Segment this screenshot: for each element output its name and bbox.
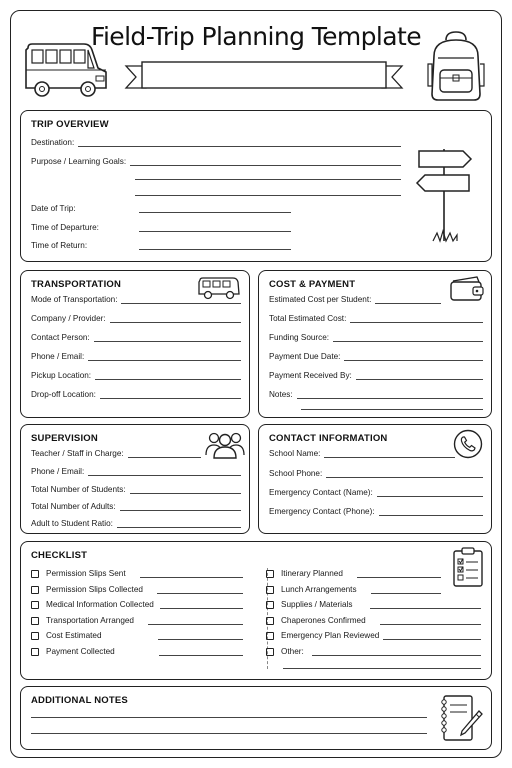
checkbox[interactable]	[31, 601, 39, 609]
transportation-section	[20, 270, 250, 418]
other-line-2[interactable]	[283, 668, 481, 669]
ribbon-banner	[124, 60, 404, 94]
notebook-pencil-icon	[439, 693, 483, 745]
checkbox[interactable]	[31, 632, 39, 640]
checkbox[interactable]	[266, 586, 274, 594]
checklist-item[interactable]	[266, 629, 481, 641]
ratio-field[interactable]	[31, 517, 241, 529]
cost-notes-field[interactable]	[269, 388, 483, 400]
field-label: Notes:	[269, 390, 293, 399]
destination-field[interactable]	[31, 136, 401, 148]
field-label: Payment Received By:	[269, 371, 352, 380]
field-label: Pickup Location:	[31, 371, 92, 380]
school-phone-field[interactable]	[269, 467, 483, 479]
school-bus-icon	[22, 40, 110, 100]
school-name-field[interactable]	[269, 447, 455, 459]
total-cost-field[interactable]	[269, 312, 483, 324]
field-label: Drop-off Location:	[31, 390, 96, 399]
phone-email-field[interactable]	[31, 350, 241, 362]
return-field[interactable]	[31, 239, 291, 251]
section-heading: COST & PAYMENT	[269, 279, 356, 290]
goals-line-2[interactable]	[135, 179, 401, 180]
students-count-field[interactable]	[31, 483, 241, 495]
field-label: Emergency Contact (Name):	[269, 488, 373, 497]
notes-line-1[interactable]	[31, 717, 427, 718]
field-label: Total Number of Students:	[31, 485, 126, 494]
pickup-field[interactable]	[31, 369, 241, 381]
checklist-item-label: Emergency Plan Reviewed	[281, 631, 380, 640]
field-label: Purpose / Learning Goals:	[31, 157, 127, 166]
checklist-section	[20, 541, 492, 680]
checklist-item-label: Medical Information Collected	[46, 600, 154, 609]
checklist-item[interactable]	[31, 645, 243, 657]
field-label: Emergency Contact (Phone):	[269, 507, 375, 516]
field-label: Phone / Email:	[31, 467, 85, 476]
departure-field[interactable]	[31, 221, 291, 233]
goals-field[interactable]	[31, 155, 401, 167]
field-label: Funding Source:	[269, 333, 330, 342]
checklist-item[interactable]	[31, 583, 243, 595]
checklist-item-label: Itinerary Planned	[281, 569, 343, 578]
wallet-icon	[449, 275, 485, 303]
checkbox[interactable]	[266, 617, 274, 625]
field-label: Mode of Transportation:	[31, 295, 118, 304]
clipboard-checklist-icon	[451, 546, 485, 588]
checkbox[interactable]	[31, 648, 39, 656]
field-label: Company / Provider:	[31, 314, 106, 323]
phone-icon	[453, 429, 483, 459]
date-field[interactable]	[31, 202, 291, 214]
field-label: Destination:	[31, 138, 75, 147]
field-label: Date of Trip:	[31, 204, 76, 213]
received-by-field[interactable]	[269, 369, 483, 381]
dropoff-field[interactable]	[31, 388, 241, 400]
additional-notes-section	[20, 686, 492, 750]
section-heading: SUPERVISION	[31, 433, 98, 444]
checklist-item-label: Other:	[281, 647, 304, 656]
section-heading: TRIP OVERVIEW	[31, 119, 109, 130]
contact-information-section	[258, 424, 492, 534]
checkbox[interactable]	[266, 601, 274, 609]
emergency-name-field[interactable]	[269, 486, 483, 498]
field-label: Teacher / Staff in Charge:	[31, 449, 124, 458]
checkbox[interactable]	[31, 570, 39, 578]
checklist-item[interactable]	[266, 567, 441, 579]
checklist-item[interactable]	[31, 629, 243, 641]
bus-icon	[197, 276, 241, 302]
checklist-item[interactable]	[31, 567, 243, 579]
checklist-item[interactable]	[266, 614, 481, 626]
supervision-phone-field[interactable]	[31, 465, 241, 477]
field-label: School Name:	[269, 449, 321, 458]
field-label: Time of Departure:	[31, 223, 99, 232]
cost-per-student-field[interactable]	[269, 293, 441, 305]
page-title: Field-Trip Planning Template	[91, 22, 421, 51]
notes-line-2[interactable]	[31, 733, 427, 734]
checklist-item-label: Permission Slips Collected	[46, 585, 143, 594]
supervision-section	[20, 424, 250, 534]
goals-line-3[interactable]	[135, 195, 401, 196]
checklist-item-label: Lunch Arrangements	[281, 585, 357, 594]
teacher-field[interactable]	[31, 447, 201, 459]
contact-person-field[interactable]	[31, 331, 241, 343]
checklist-item[interactable]	[31, 598, 243, 610]
checklist-item-label: Chaperones Confirmed	[281, 616, 366, 625]
checklist-item-label: Permission Slips Sent	[46, 569, 126, 578]
company-field[interactable]	[31, 312, 241, 324]
checklist-item-label: Payment Collected	[46, 647, 115, 656]
checkbox[interactable]	[31, 617, 39, 625]
checkbox[interactable]	[266, 570, 274, 578]
field-label: Total Estimated Cost:	[269, 314, 347, 323]
checkbox[interactable]	[266, 632, 274, 640]
field-label: Total Number of Adults:	[31, 502, 116, 511]
checklist-item-label: Cost Estimated	[46, 631, 102, 640]
section-heading: CHECKLIST	[31, 550, 88, 561]
field-label: Payment Due Date:	[269, 352, 341, 361]
checkbox[interactable]	[31, 586, 39, 594]
field-label: Estimated Cost per Student:	[269, 295, 372, 304]
checkbox[interactable]	[266, 648, 274, 656]
signpost-icon	[413, 141, 475, 251]
cost-notes-line-2[interactable]	[301, 409, 483, 410]
checklist-item-label: Supplies / Materials	[281, 600, 353, 609]
people-group-icon	[205, 429, 245, 459]
field-label: Phone / Email:	[31, 352, 85, 361]
due-date-field[interactable]	[269, 350, 483, 362]
field-label: Time of Return:	[31, 241, 88, 250]
section-heading: ADDITIONAL NOTES	[31, 695, 128, 706]
emergency-phone-field[interactable]	[269, 505, 483, 517]
section-heading: CONTACT INFORMATION	[269, 433, 388, 444]
field-label: Adult to Student Ratio:	[31, 519, 113, 528]
field-label: School Phone:	[269, 469, 323, 478]
section-heading: TRANSPORTATION	[31, 279, 122, 290]
adults-count-field[interactable]	[31, 500, 241, 512]
checklist-item[interactable]	[266, 645, 481, 657]
trip-overview-section	[20, 110, 492, 262]
backpack-icon	[424, 30, 488, 102]
cost-payment-section	[258, 270, 492, 418]
checklist-item[interactable]	[266, 598, 481, 610]
checklist-item[interactable]	[31, 614, 243, 626]
funding-field[interactable]	[269, 331, 483, 343]
checklist-item[interactable]	[266, 583, 441, 595]
checklist-item-label: Transportation Arranged	[46, 616, 134, 625]
field-label: Contact Person:	[31, 333, 90, 342]
